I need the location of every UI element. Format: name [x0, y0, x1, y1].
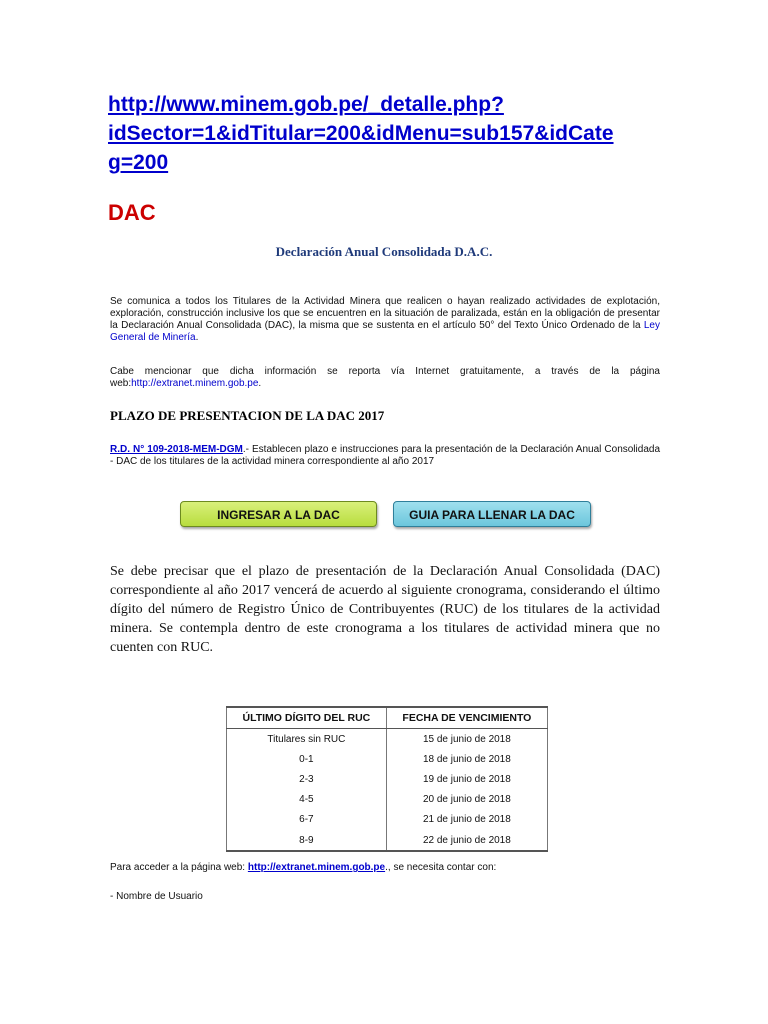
- dac-subtitle: Declaración Anual Consolidada D.A.C.: [275, 244, 493, 259]
- date-cell: 18 de junio de 2018: [386, 749, 547, 769]
- date-cell: 15 de junio de 2018: [386, 729, 547, 750]
- internet-note-paragraph: [110, 366, 660, 390]
- guia-dac-button[interactable]: GUIA PARA LLENAR LA DAC: [393, 501, 591, 527]
- plazo-title: PLAZO DE PRESENTACION DE LA DAC 2017: [110, 408, 385, 423]
- internet-note-text: Cabe mencionar que dicha información se reporta vía Internet gratuitamente, a través de la página web:: [110, 366, 660, 389]
- page-url-link[interactable]: [108, 90, 668, 177]
- dac-heading: DAC: [108, 200, 156, 225]
- date-cell: 22 de junio de 2018: [386, 830, 547, 851]
- table-row: [227, 810, 548, 830]
- date-cell: 20 de junio de 2018: [386, 790, 547, 810]
- ingresar-dac-button[interactable]: INGRESAR A LA DAC: [180, 501, 377, 527]
- ruc-cell: Titulares sin RUC: [227, 729, 387, 750]
- column-header-ruc: ÚLTIMO DÍGITO DEL RUC: [227, 707, 387, 729]
- table-row: [227, 830, 548, 851]
- extranet-access-link[interactable]: http://extranet.minem.gob.pe: [247, 862, 386, 873]
- ruc-cell: 8-9: [227, 830, 387, 851]
- date-cell: 19 de junio de 2018: [386, 769, 547, 789]
- table-row: [227, 769, 548, 789]
- requirement-item: - Nombre de Usuario: [110, 891, 203, 902]
- intro-paragraph: [110, 296, 660, 344]
- schedule-table: [226, 706, 548, 852]
- url-line-3: g=200: [108, 151, 169, 174]
- url-line-2: idSector=1&idTitular=200&idMenu=sub157&idCate: [108, 122, 614, 145]
- ruc-cell: 0-1: [227, 749, 387, 769]
- date-cell: 21 de junio de 2018: [386, 810, 547, 830]
- ruc-cell: 4-5: [227, 790, 387, 810]
- rd-text: .- Establecen plazo e instrucciones para la presentación de la Declaración Anual Consolidada - DAC de los titulares de la actividad minera correspondiente al año 2017: [110, 444, 660, 467]
- law-link[interactable]: Ley General de Minería: [110, 320, 660, 343]
- table-row: [227, 729, 548, 750]
- column-header-date: FECHA DE VENCIMIENTO: [386, 707, 547, 729]
- schedule-paragraph: Se debe precisar que el plazo de presentación de la Declaración Anual Consolidada (DAC) correspondiente al año 2017 vencerá de acuerdo al siguiente cronograma, considerando el último dígito del número de Registro Único de Contribuyentes (RUC) de los titulares de la actividad minera. Se contempla dentro de este cronograma a los titulares de actividad minera que no cuenten con RUC.: [110, 564, 660, 655]
- table-header-row: [227, 707, 548, 729]
- table-row: [227, 749, 548, 769]
- intro-text: Se comunica a todos los Titulares de la Actividad Minera que realicen o hayan realizado actividades de explotación, exploración, construcción inclusive los que se encuentren en la situación de paralizada, están en la obligación de presentar la Declaración Anual Consolidada (DAC), la misma que se sustenta en el artículo 50° del Texto Único Ordenado de la: [110, 296, 660, 331]
- ruc-cell: 2-3: [227, 769, 387, 789]
- access-end: ., se necesita contar con:: [385, 862, 497, 873]
- ruc-cell: 6-7: [227, 810, 387, 830]
- intro-end: .: [195, 332, 199, 343]
- rd-paragraph: [110, 444, 660, 468]
- access-paragraph: [110, 862, 660, 874]
- url-line-1: http://www.minem.gob.pe/_detalle.php?: [108, 93, 504, 116]
- extranet-link[interactable]: http://extranet.minem.gob.pe: [131, 378, 259, 389]
- internet-note-end: .: [258, 378, 262, 389]
- rd-link[interactable]: R.D. N° 109-2018-MEM-DGM: [110, 444, 243, 455]
- access-text: Para acceder a la página web:: [110, 862, 248, 873]
- table-row: [227, 790, 548, 810]
